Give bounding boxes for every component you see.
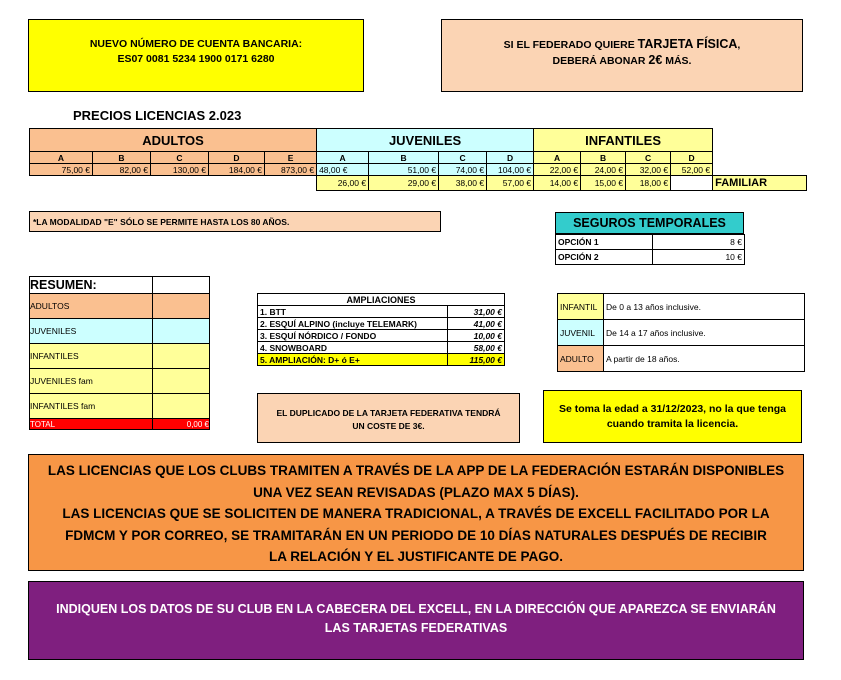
summary-total-label: TOTAL (30, 419, 153, 430)
physical-card-more: MÁS. (662, 55, 692, 67)
insurance-title: SEGUROS TEMPORALES (555, 212, 744, 234)
physical-card-text: SI EL FEDERADO QUIERE (503, 39, 638, 51)
price-cell-fam: 26,00 € (317, 176, 369, 191)
extension-label: 3. ESQUÍ NÓRDICO / FONDO (258, 330, 448, 342)
physical-card-line2: DEBERÁ ABONAR (552, 55, 649, 67)
physical-card-strong: TARJETA FÍSICA (637, 37, 738, 51)
letter: D (209, 152, 265, 164)
age-range: De 0 a 13 años inclusive. (604, 294, 805, 320)
duplicate-card-note: EL DUPLICADO DE LA TARJETA FEDERATIVA TENDRÁ UN COSTE DE 3€. (257, 393, 520, 443)
price-cell-fam: 14,00 € (534, 176, 581, 191)
insurance-price: 10 € (653, 250, 745, 265)
price-cell-fam: 38,00 € (439, 176, 487, 191)
extension-label: 2. ESQUÍ ALPINO (incluye TELEMARK) (258, 318, 448, 330)
summary-row-value (153, 394, 210, 419)
summary-row-value (153, 294, 210, 319)
extension-price: 58,00 € (448, 342, 505, 354)
summary-row-label: JUVENILES (30, 319, 153, 344)
letter: B (93, 152, 151, 164)
modality-e-note: *LA MODALIDAD "E" SÓLO SE PERMITE HASTA LOS 80 AÑOS. (29, 211, 441, 232)
extensions-table (257, 293, 505, 366)
notice-line: FDMCM Y POR CORREO, SE TRAMITARÁN EN UN PERIODO DE 10 DÍAS NATURALES DESPUÉS DE RECIBIR (65, 527, 767, 543)
summary-row-label: JUVENILES fam (30, 369, 153, 394)
group-juveniles: JUVENILES (317, 129, 534, 152)
physical-card-box (441, 19, 803, 92)
summary-row-label: INFANTILES fam (30, 394, 153, 419)
price-cell-fam: 57,00 € (487, 176, 534, 191)
summary-row-value (153, 319, 210, 344)
club-data-notice: INDIQUEN LOS DATOS DE SU CLUB EN LA CABECERA DEL EXCELL, EN LA DIRECCIÓN QUE APAREZCA SE ENVIARÁN LAS TARJETAS FEDERATIVAS (28, 581, 804, 660)
summary-total-value: 0,00 € (153, 419, 210, 430)
notice-line: UNA VEZ SEAN REVISADAS (PLAZO MAX 5 DÍAS). (253, 484, 579, 500)
price-cell: 873,00 € (265, 164, 317, 176)
price-cell: 74,00 € (439, 164, 487, 176)
extension-price: 41,00 € (448, 318, 505, 330)
letter: D (671, 152, 713, 164)
familiar-label: FAMILIAR (713, 176, 807, 191)
age-date-note: Se toma la edad a 31/12/2023, no la que tenga cuando tramita la licencia. (543, 390, 802, 443)
processing-notice (28, 454, 804, 571)
price-cell: 32,00 € (626, 164, 671, 176)
age-category: ADULTO (558, 346, 604, 372)
extensions-title: AMPLIACIONES (258, 294, 505, 306)
notice-line: LAS LICENCIAS QUE SE SOLICITEN DE MANERA TRADICIONAL, A TRAVÉS DE EXCELL FACILITADO POR LA (62, 506, 770, 521)
summary-row-value (153, 344, 210, 369)
price-cell: 51,00 € (369, 164, 439, 176)
price-cell: 82,00 € (93, 164, 151, 176)
price-cell: 184,00 € (209, 164, 265, 176)
price-cell: 130,00 € (151, 164, 209, 176)
bank-account-box (28, 19, 364, 92)
letter: B (581, 152, 626, 164)
bank-account-label: NUEVO NÚMERO DE CUENTA BANCARIA: (89, 38, 303, 50)
insurance-option: OPCIÓN 1 (556, 235, 653, 250)
letter: A (317, 152, 369, 164)
price-cell: 104,00 € (487, 164, 534, 176)
letter: C (439, 152, 487, 164)
letter: C (151, 152, 209, 164)
price-cell-fam: 18,00 € (626, 176, 671, 191)
letter: E (265, 152, 317, 164)
summary-row-label: ADULTOS (30, 294, 153, 319)
summary-row-value (153, 369, 210, 394)
summary-table (29, 276, 210, 430)
physical-card-price: 2€ (648, 53, 663, 67)
age-category: INFANTIL (558, 294, 604, 320)
letter: B (369, 152, 439, 164)
price-table (29, 128, 807, 191)
letter: C (626, 152, 671, 164)
summary-row-label: INFANTILES (30, 344, 153, 369)
age-table (557, 293, 805, 372)
price-cell: 22,00 € (534, 164, 581, 176)
group-adultos: ADULTOS (30, 129, 317, 152)
extension-label: 4. SNOWBOARD (258, 342, 448, 354)
price-cell: 48,00 € (317, 164, 369, 176)
notice-line: LA RELACIÓN Y EL JUSTIFICANTE DE PAGO. (268, 549, 564, 564)
age-range: A partir de 18 años. (604, 346, 805, 372)
insurance-option: OPCIÓN 2 (556, 250, 653, 265)
extension-price: 10,00 € (448, 330, 505, 342)
insurance-price: 8 € (653, 235, 745, 250)
extension-price: 31,00 € (448, 306, 505, 318)
age-category: JUVENIL (558, 320, 604, 346)
letter: D (487, 152, 534, 164)
letter: A (534, 152, 581, 164)
price-cell: 24,00 € (581, 164, 626, 176)
extension-price: 115,00 € (448, 354, 505, 366)
notice-line: LAS LICENCIAS QUE LOS CLUBS TRAMITEN A TRAVÉS DE LA APP DE LA FEDERACIÓN ESTARÁN DISPONIBLES (47, 463, 785, 478)
age-range: De 14 a 17 años inclusive. (604, 320, 805, 346)
physical-card-comma: , (737, 39, 741, 51)
summary-title: RESUMEN: (30, 277, 153, 294)
extension-label: 5. AMPLIACIÓN: D+ ó E+ (258, 354, 448, 366)
price-cell: 75,00 € (30, 164, 93, 176)
insurance-table (555, 234, 745, 265)
price-cell-fam: 15,00 € (581, 176, 626, 191)
group-infantiles: INFANTILES (534, 129, 713, 152)
price-cell-fam: 29,00 € (369, 176, 439, 191)
price-cell-fam (671, 176, 713, 191)
extension-label: 1. BTT (258, 306, 448, 318)
page-title: PRECIOS LICENCIAS 2.023 (73, 108, 242, 123)
price-cell: 52,00 € (671, 164, 713, 176)
letter: A (30, 152, 93, 164)
bank-account-number: ES07 0081 5234 1900 0171 6280 (117, 53, 275, 65)
